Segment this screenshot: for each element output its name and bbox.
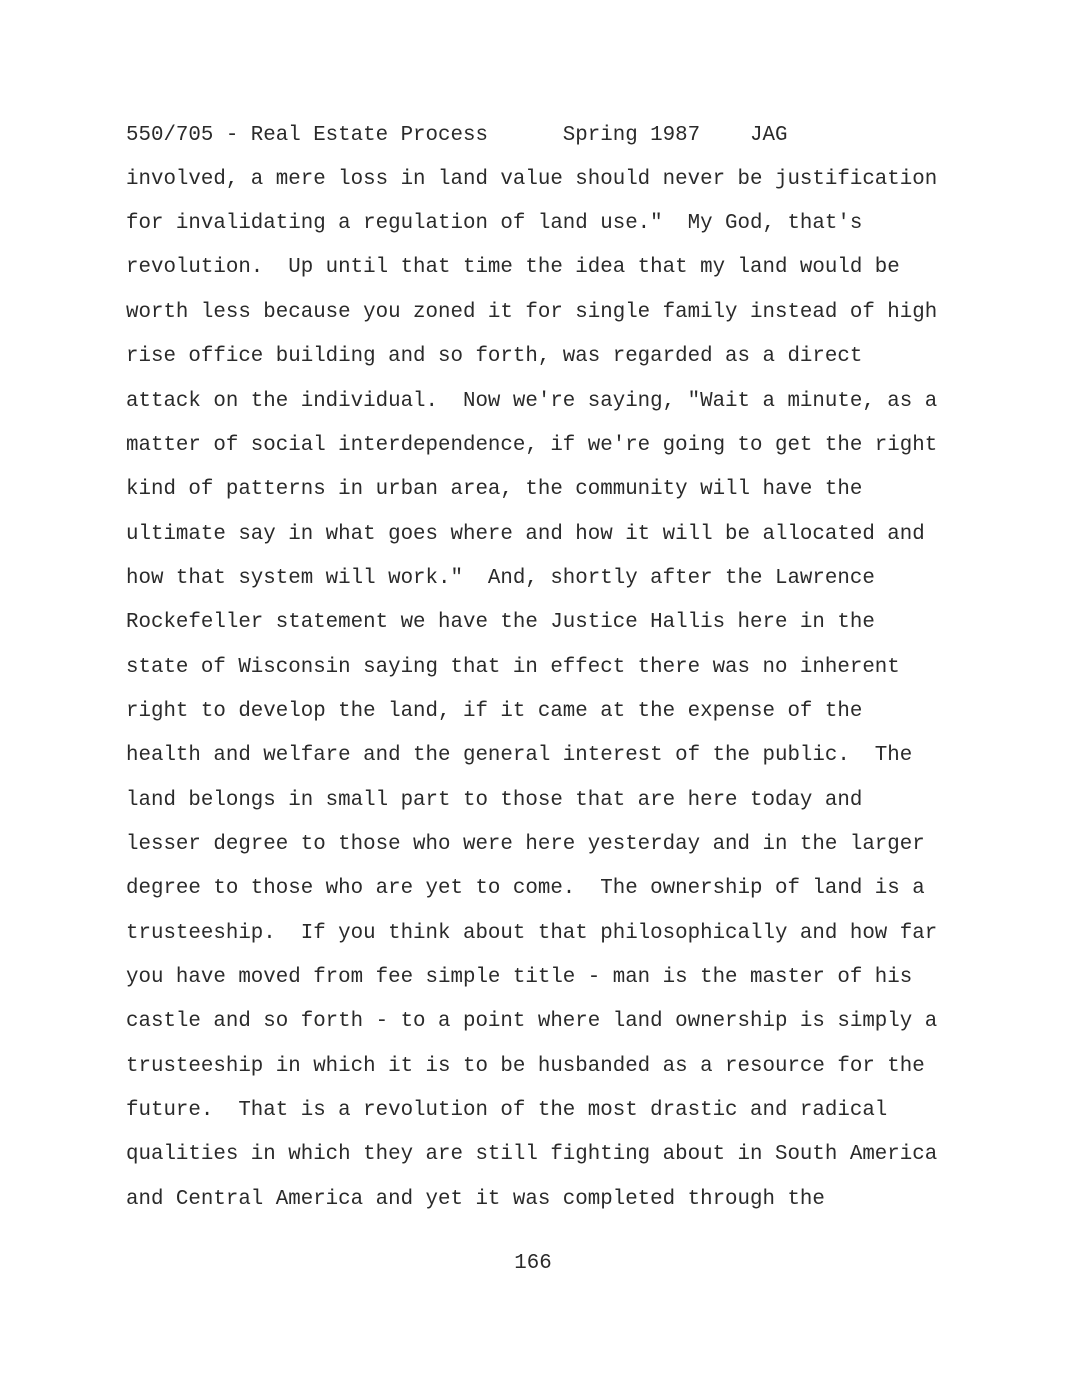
body-line: qualities in which they are still fighting about in South America xyxy=(126,1143,938,1166)
body-line: for invalidating a regulation of land use." My God, that's xyxy=(126,212,863,235)
body-line: right to develop the land, if it came at the expense of the xyxy=(126,700,863,723)
body-line: kind of patterns in urban area, the community will have the xyxy=(126,478,863,501)
page-number: 166 xyxy=(514,1252,552,1275)
body-line: trusteeship in which it is to be husbanded as a resource for the xyxy=(126,1055,925,1078)
body-line: land belongs in small part to those that are here today and xyxy=(126,789,863,812)
body-line: Rockefeller statement we have the Justice Hallis here in the xyxy=(126,611,875,634)
body-line: future. That is a revolution of the most drastic and radical xyxy=(126,1099,888,1122)
body-line: attack on the individual. Now we're saying, "Wait a minute, as a xyxy=(126,390,938,413)
body-line: state of Wisconsin saying that in effect there was no inherent xyxy=(126,656,900,679)
body-line: involved, a mere loss in land value should never be justification xyxy=(126,168,938,191)
body-line: matter of social interdependence, if we're going to get the right xyxy=(126,434,938,457)
body-line: trusteeship. If you think about that philosophically and how far xyxy=(126,922,938,945)
body-line: revolution. Up until that time the idea that my land would be xyxy=(126,256,900,279)
body-line: health and welfare and the general interest of the public. The xyxy=(126,744,913,767)
body-line: worth less because you zoned it for single family instead of high xyxy=(126,301,938,324)
body-line: you have moved from fee simple title - man is the master of his xyxy=(126,966,913,989)
body-line: lesser degree to those who were here yesterday and in the larger xyxy=(126,833,925,856)
body-line: ultimate say in what goes where and how it will be allocated and xyxy=(126,523,925,546)
body-line: how that system will work." And, shortly after the Lawrence xyxy=(126,567,875,590)
page-header: 550/705 - Real Estate Process Spring 1987 JAG xyxy=(126,124,788,147)
body-line: castle and so forth - to a point where land ownership is simply a xyxy=(126,1010,938,1033)
body-line: and Central America and yet it was completed through the xyxy=(126,1188,825,1211)
body-line: degree to those who are yet to come. The ownership of land is a xyxy=(126,877,925,900)
body-line: rise office building and so forth, was regarded as a direct xyxy=(126,345,863,368)
